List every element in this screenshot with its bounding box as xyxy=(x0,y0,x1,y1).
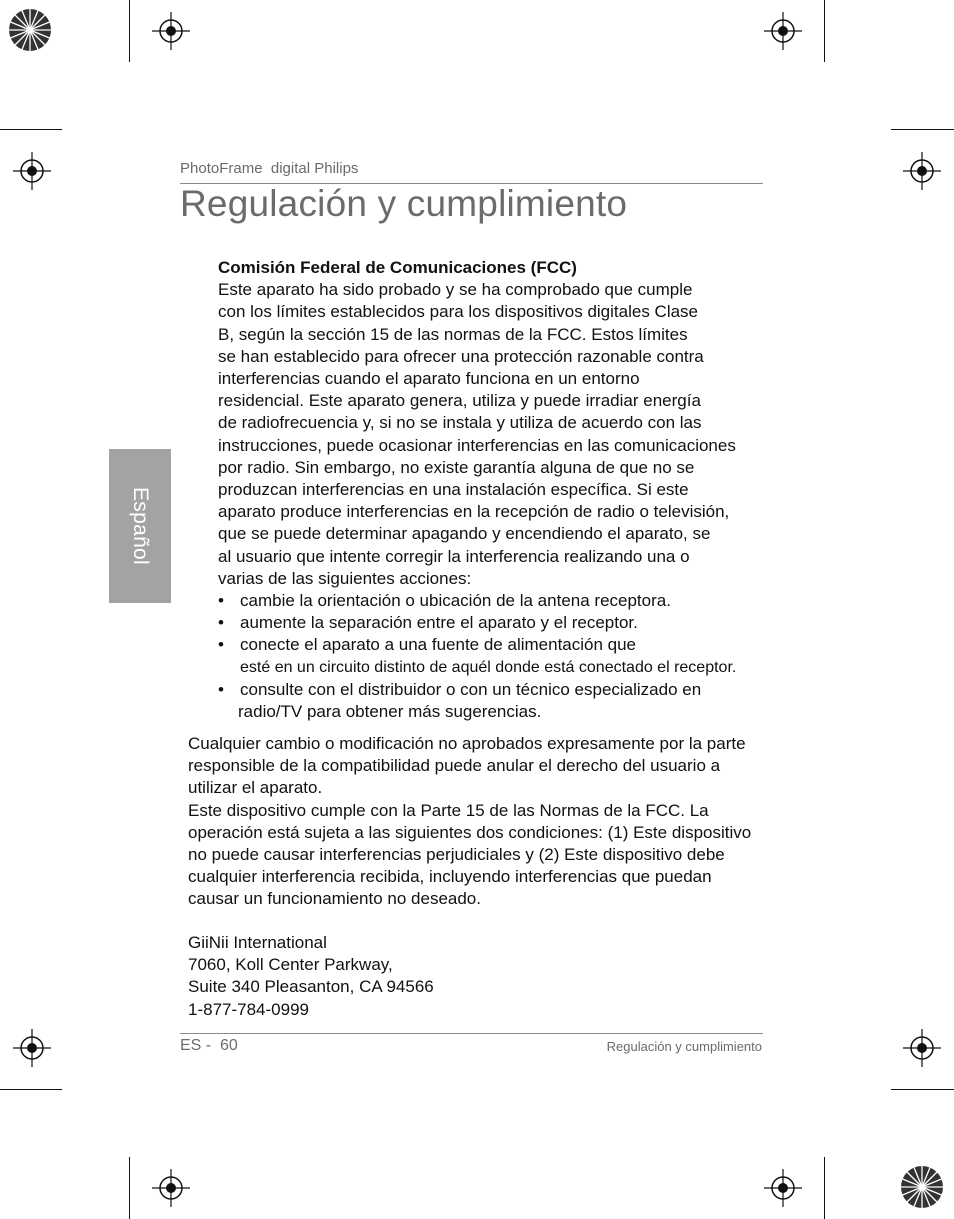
crosshair-icon xyxy=(12,1028,52,1068)
crosshair-icon xyxy=(763,1168,803,1208)
crosshair-icon xyxy=(902,1028,942,1068)
bullet-item xyxy=(218,679,818,723)
bullet-text-continuation: radio/TV para obtener más sugerencias. xyxy=(238,702,542,722)
fcc-heading: Comisión Federal de Comunicaciones (FCC) xyxy=(218,258,577,277)
fcc-line: con los límites establecidos para los dispositivos digitales Clase xyxy=(218,302,699,322)
crop-mark xyxy=(129,0,130,62)
address-line: 7060, Koll Center Parkway, xyxy=(188,955,393,975)
body-line: responsible de la compatibilidad puede anular el derecho del usuario a xyxy=(188,756,721,776)
crop-mark xyxy=(129,1157,130,1219)
bullet-dot: • xyxy=(218,635,224,655)
crop-mark xyxy=(824,0,825,62)
fcc-line: por radio. Sin embargo, no existe garantía alguna de que no se xyxy=(218,457,695,477)
bullet-dot: • xyxy=(218,591,224,611)
address-line: Suite 340 Pleasanton, CA 94566 xyxy=(188,977,434,997)
crop-mark xyxy=(891,1089,954,1090)
bullet-item xyxy=(218,590,818,612)
bullet-text: cambie la orientación o ubicación de la antena receptora. xyxy=(240,591,671,611)
bullet-item xyxy=(218,634,818,678)
fcc-line: varias de las siguientes acciones: xyxy=(218,568,472,588)
crop-mark xyxy=(0,1089,62,1090)
bullet-dot: • xyxy=(218,679,224,699)
page-title: Regulación y cumplimiento xyxy=(180,183,628,224)
language-tab-label: Español xyxy=(129,487,152,565)
language-tab-label-wrapper xyxy=(109,449,171,603)
body-line: Cualquier cambio o modificación no aprobados expresamente por la parte xyxy=(188,734,746,753)
registration-mark-top-left xyxy=(7,7,53,53)
fcc-line: aparato produce interferencias en la recepción de radio o televisión, xyxy=(218,502,730,522)
address-line: GiiNii International xyxy=(188,933,327,952)
fcc-line: al usuario que intente corregir la interferencia realizando una o xyxy=(218,546,690,566)
body-line: operación está sujeta a las siguientes dos condiciones: (1) Este dispositivo xyxy=(188,822,752,842)
fcc-line: Este aparato ha sido probado y se ha comprobado que cumple xyxy=(218,280,693,300)
crop-mark xyxy=(891,129,954,130)
bullet-text-continuation: esté en un circuito distinto de aquél donde está conectado el receptor. xyxy=(240,658,737,676)
footer-rule xyxy=(180,1033,763,1034)
body-line: cualquier interferencia recibida, incluyendo interferencias que puedan xyxy=(188,867,712,887)
bullet-text: conecte el aparato a una fuente de alimentación que xyxy=(240,635,637,655)
fcc-line: produzcan interferencias en una instalación específica. Si este xyxy=(218,480,689,500)
address-line: 1-877-784-0999 xyxy=(188,999,309,1019)
body-line: utilizar el aparato. xyxy=(188,778,323,798)
bullet-item xyxy=(218,612,818,634)
crosshair-icon xyxy=(151,11,191,51)
body-line: causar un funcionamiento no deseado. xyxy=(188,889,481,909)
header-brand: PhotoFrame digital Philips xyxy=(180,160,359,177)
company-address xyxy=(188,932,588,1021)
fcc-line: residencial. Este aparato genera, utiliza y puede irradiar energía xyxy=(218,391,701,411)
crosshair-icon xyxy=(12,151,52,191)
crosshair-icon xyxy=(151,1168,191,1208)
body-line: no puede causar interferencias perjudiciales y (2) Este dispositivo debe xyxy=(188,845,725,865)
fcc-line: interferencias cuando el aparato funciona en un entorno xyxy=(218,369,640,389)
body-line: Este dispositivo cumple con la Parte 15 de las Normas de la FCC. La xyxy=(188,800,709,820)
crosshair-icon xyxy=(763,11,803,51)
fcc-line: B, según la sección 15 de las normas de la FCC. Estos límites xyxy=(218,324,688,344)
bullet-text: consulte con el distribuidor o con un técnico especializado en xyxy=(240,679,702,699)
fcc-line: instrucciones, puede ocasionar interferencias en las comunicaciones xyxy=(218,435,736,455)
fcc-line: de radiofrecuencia y, si no se instala y utiliza de acuerdo con las xyxy=(218,413,702,433)
page-number: ES - 60 xyxy=(180,1037,238,1054)
fcc-line: que se puede determinar apagando y encendiendo el aparato, se xyxy=(218,524,711,544)
crosshair-icon xyxy=(902,151,942,191)
registration-mark-bottom-right xyxy=(899,1164,945,1210)
bullet-text: aumente la separación entre el aparato y el receptor. xyxy=(240,613,638,633)
fcc-line: se han establecido para ofrecer una protección razonable contra xyxy=(218,346,704,366)
compliance-paragraphs xyxy=(188,733,828,911)
fcc-section xyxy=(218,257,818,723)
crop-mark xyxy=(824,1157,825,1219)
footer-section-title: Regulación y cumplimiento xyxy=(606,1039,762,1054)
crop-mark xyxy=(0,129,62,130)
bullet-dot: • xyxy=(218,613,224,633)
